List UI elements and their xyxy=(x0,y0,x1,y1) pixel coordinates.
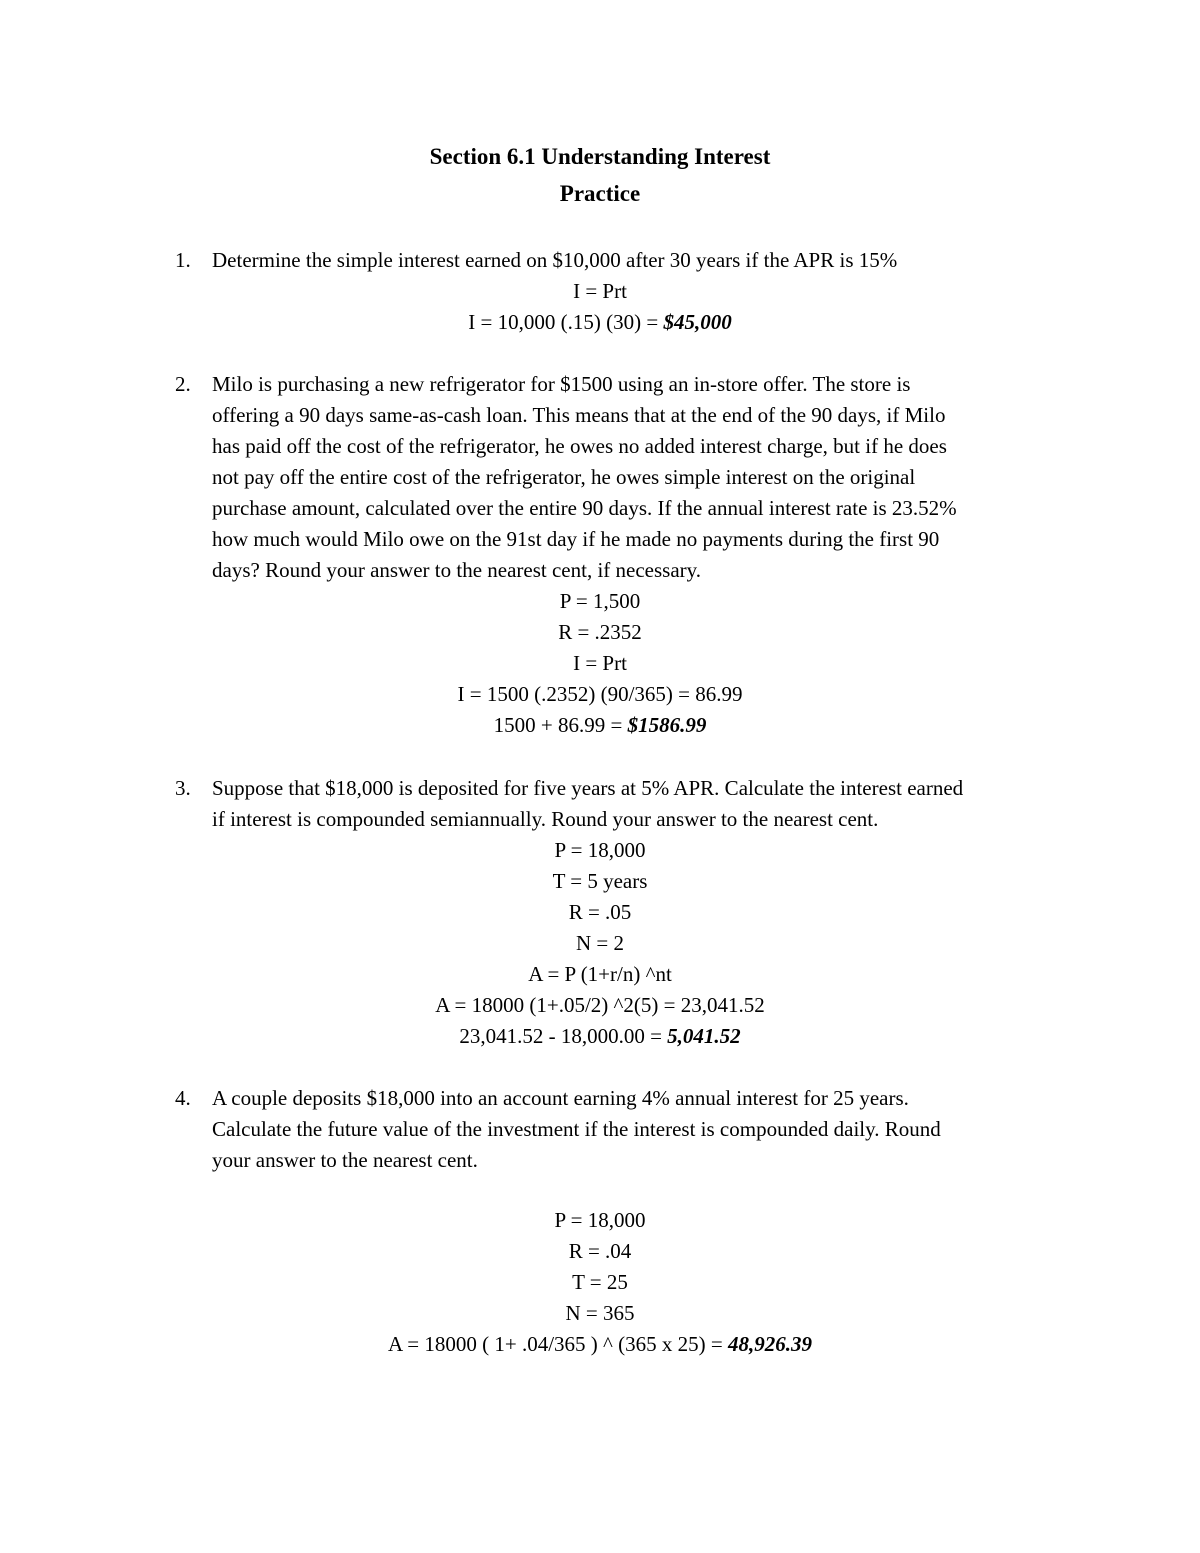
calc-text: P = 1,500 xyxy=(559,589,641,613)
problem-text-line: has paid off the cost of the refrigerator, he owes no added interest charge, but if he does xyxy=(212,434,947,458)
problem-number: 2. xyxy=(175,372,191,396)
problem-number: 3. xyxy=(175,776,191,800)
calc-text: N = 2 xyxy=(575,931,624,955)
problem-text-line: Calculate the future value of the investment if the interest is compounded daily. Round xyxy=(212,1117,941,1141)
calc-line xyxy=(0,1236,1200,1267)
calc-text: A = P (1+r/n) ^nt xyxy=(528,962,672,986)
calc-text: I = Prt xyxy=(573,651,627,675)
calc-line xyxy=(0,710,1200,741)
problem-4 xyxy=(0,1083,1200,1360)
calc-line xyxy=(0,959,1200,990)
calc-line xyxy=(0,1329,1200,1360)
calc-line xyxy=(0,617,1200,648)
calc-text: P = 18,000 xyxy=(554,1208,646,1232)
problem-text xyxy=(212,773,1062,835)
solution-work xyxy=(0,586,1200,741)
problem-text-line: days? Round your answer to the nearest cent, if necessary. xyxy=(212,558,702,582)
solution-work xyxy=(0,835,1200,1052)
calc-text: R = .2352 xyxy=(558,620,642,644)
calc-text: T = 5 years xyxy=(552,869,648,893)
calc-text: 23,041.52 - 18,000.00 = xyxy=(459,1024,668,1048)
calc-line xyxy=(0,1267,1200,1298)
problem-number: 1. xyxy=(175,248,191,272)
calc-line xyxy=(0,1298,1200,1329)
problem-text xyxy=(212,369,1062,586)
calc-text: N = 365 xyxy=(565,1301,635,1325)
problem-2 xyxy=(0,369,1200,741)
final-answer: 5,041.52 xyxy=(667,1024,741,1048)
final-answer: $1586.99 xyxy=(627,713,707,737)
calc-line xyxy=(0,1021,1200,1052)
calc-text: I = 10,000 (.15) (30) = xyxy=(468,310,664,334)
calc-line xyxy=(0,866,1200,897)
calc-text: P = 18,000 xyxy=(554,838,646,862)
problem-number: 4. xyxy=(175,1086,191,1110)
calc-text: I = Prt xyxy=(573,279,627,303)
problem-text-line: how much would Milo owe on the 91st day if he made no payments during the first 90 xyxy=(212,527,940,551)
calc-line xyxy=(0,586,1200,617)
problem-text-line: Suppose that $18,000 is deposited for five years at 5% APR. Calculate the interest earned xyxy=(212,776,964,800)
calc-text: I = 1500 (.2352) (90/365) = 86.99 xyxy=(457,682,743,706)
problem-text-line: offering a 90 days same-as-cash loan. This means that at the end of the 90 days, if Milo xyxy=(212,403,946,427)
problem-text-line: A couple deposits $18,000 into an account earning 4% annual interest for 25 years. xyxy=(212,1086,909,1110)
problem-text xyxy=(212,245,1062,276)
problem-1 xyxy=(0,245,1200,338)
solution-work xyxy=(0,276,1200,338)
problem-text-line: Milo is purchasing a new refrigerator for $1500 using an in-store offer. The store is xyxy=(212,372,911,396)
calc-line xyxy=(0,307,1200,338)
calc-text: A = 18000 ( 1+ .04/365 ) ^ (365 x 25) = xyxy=(388,1332,728,1356)
calc-line xyxy=(0,835,1200,866)
problem-text xyxy=(212,1083,1062,1176)
page-subtitle: Practice xyxy=(559,181,641,206)
calc-line xyxy=(0,990,1200,1021)
problem-text-line: Determine the simple interest earned on $10,000 after 30 years if the APR is 15% xyxy=(212,248,898,272)
calc-line xyxy=(0,276,1200,307)
solution-work xyxy=(0,1205,1200,1360)
calc-line xyxy=(0,928,1200,959)
spacer xyxy=(0,1176,1200,1205)
page-title: Section 6.1 Understanding Interest xyxy=(429,144,771,169)
calc-line xyxy=(0,648,1200,679)
problem-text-line: purchase amount, calculated over the entire 90 days. If the annual interest rate is 23.52% xyxy=(212,496,957,520)
calc-text: 1500 + 86.99 = xyxy=(493,713,628,737)
calc-text: R = .05 xyxy=(568,900,632,924)
calc-text: A = 18000 (1+.05/2) ^2(5) = 23,041.52 xyxy=(435,993,765,1017)
problem-text-line: not pay off the entire cost of the refrigerator, he owes simple interest on the original xyxy=(212,465,916,489)
final-answer: 48,926.39 xyxy=(727,1332,812,1356)
final-answer: $45,000 xyxy=(663,310,732,334)
calc-line xyxy=(0,1205,1200,1236)
problem-text-line: if interest is compounded semiannually. Round your answer to the nearest cent. xyxy=(212,807,879,831)
problem-text-line: your answer to the nearest cent. xyxy=(212,1148,478,1172)
problem-3 xyxy=(0,773,1200,1052)
calc-line xyxy=(0,897,1200,928)
calc-text: R = .04 xyxy=(568,1239,632,1263)
calc-line xyxy=(0,679,1200,710)
calc-text: T = 25 xyxy=(572,1270,628,1294)
